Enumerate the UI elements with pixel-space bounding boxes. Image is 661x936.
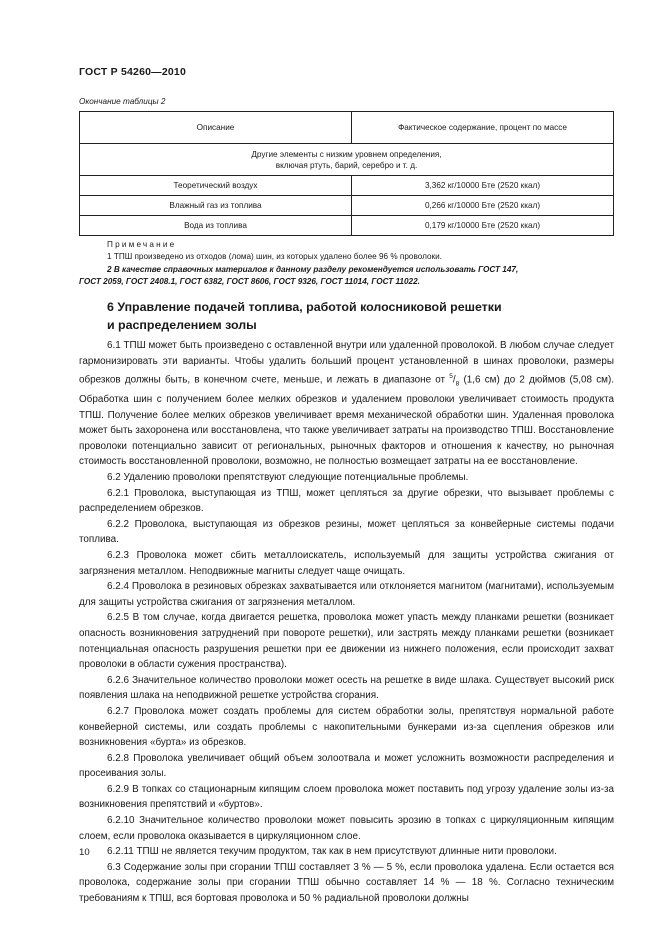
column-header-description: Описание bbox=[80, 112, 352, 144]
note-1: 1 ТПШ произведено из отходов (лома) шин, из которых удалено более 96 % проволоки. bbox=[107, 252, 442, 262]
paragraph-6-2-5: 6.2.5 В том случае, когда двигается решетка, проволока может упасть между планками решетки (возникает опасность возникновения затруднений при повороте решетки), или застрять между планками решетки (возникает потенциальная опасность разрушения решетки при ее движении из нижнего положения, если происходит захват проволоки в области сужения пространства). bbox=[79, 612, 614, 671]
note-2-line-1: 2 В качестве справочных материалов к данному разделу рекомендуется использовать ГОСТ 147, bbox=[107, 264, 519, 274]
row-value: 0,179 кг/10000 Бте (2520 ккал) bbox=[352, 216, 614, 236]
paragraph-6-3: 6.3 Содержание золы при сгорании ТПШ составляет 3 % — 5 %, если проволока удалена. Если остается вся проволока, содержание золы при сгорании ТПШ обычно составляет 14 % — 18 %. Согласно техническим требованиям к ТПШ, вся бортовая проволока и 50 % радиальной проволоки должны bbox=[79, 861, 614, 905]
standard-number: ГОСТ Р 54260—2010 bbox=[79, 66, 187, 78]
fraction-denominator: 8 bbox=[455, 380, 460, 388]
fraction-numerator: 5 bbox=[449, 373, 453, 381]
paragraph-6-2: 6.2 Удалению проволоки препятствуют следующие потенциальные проблемы. bbox=[107, 472, 469, 484]
table-caption: Окончание таблицы 2 bbox=[79, 97, 166, 106]
paragraph-6-2-7: 6.2.7 Проволока может создать проблемы для систем обработки золы, препятствуя нормальной работе конвейерной системы, или создать проблемы с накопительными бункерами из-за сцепления обрезков или возникновения «бурта» из обрезков. bbox=[79, 705, 614, 749]
row-value: 3,362 кг/10000 Бте (2520 ккал) bbox=[352, 176, 614, 196]
section-heading-line-1: 6 Управление подачей топлива, работой колосниковой решетки bbox=[107, 300, 502, 314]
paragraph-6-2-9: 6.2.9 В топках со стационарным кипящим слоем проволока может поставить под угрозу удаление золы из-за возникновения препятствий и «буртов». bbox=[79, 783, 614, 811]
paragraph-6-2-1: 6.2.1 Проволока, выступающая из ТПШ, может цепляться за другие обрезки, что вызывает проблемы с распределением обрезков. bbox=[79, 487, 614, 515]
body-text bbox=[79, 338, 614, 907]
paragraph-6-2-10: 6.2.10 Значительное количество проволоки может повысить эрозию в топках с циркуляционным кипящим слоем, если проволока оказывается в циркуляционном слое. bbox=[79, 815, 614, 842]
section-heading bbox=[107, 298, 607, 334]
span-cell bbox=[80, 144, 614, 176]
row-value: 0,266 кг/10000 Бте (2520 ккал) bbox=[352, 196, 614, 216]
data-table bbox=[79, 111, 614, 236]
table-row bbox=[80, 196, 614, 216]
span-line: включая ртуть, барий, серебро и т. д. bbox=[275, 160, 418, 170]
table-header-row bbox=[80, 112, 614, 144]
table-notes bbox=[79, 239, 619, 289]
paragraph-6-2-2: 6.2.2 Проволока, выступающая из обрезков резины, может цепляться за конвейерные системы подачи топлива. bbox=[79, 518, 614, 546]
paragraph-6-2-8: 6.2.8 Проволока увеличивает общий объем золоотвала и может усложнить возможности распределения и просеивания золы. bbox=[79, 752, 614, 780]
column-header-content: Фактическое содержание, процент по массе bbox=[352, 112, 614, 144]
span-line: Другие элементы с низким уровнем определения, bbox=[251, 149, 442, 159]
table-row bbox=[80, 176, 614, 196]
paragraph-6-2-11: 6.2.11 ТПШ не является текучим продуктом, так как в нем присутствуют длинные нити проволоки. bbox=[107, 846, 557, 858]
section-heading-line-2: и распределением золы bbox=[107, 318, 257, 332]
paragraph-6-2-6: 6.2.6 Значительное количество проволоки может осесть на решетке в виде шлака. Существует высокий риск появления шлака на неподвижной решетке устройства сгорания. bbox=[79, 674, 614, 702]
table-row bbox=[80, 216, 614, 236]
note-title: Примечание bbox=[107, 240, 177, 249]
row-name: Вода из топлива bbox=[80, 216, 352, 236]
table-span-row bbox=[80, 144, 614, 176]
paragraph-6-1-part-a: 6.1 ТПШ может быть произведено с оставленной внутри или удаленной проволокой. В любом случае следует гармонизировать эти варианты. Чтобы удалить больший процент установленной в шинах проволоки, размеры обрезков должны быть, в конечном счете, меньше, и лежать в диапазоне от bbox=[79, 340, 614, 386]
page-number: 10 bbox=[79, 847, 90, 858]
paragraph-6-1-part-b: (1,6 см) до 2 дюймов (5,08 см). Обработка шин с получением более мелких обрезков и удалением проволоки увеличивает стоимость продукта ТПШ. Получение более мелких обрезков увеличивает время механической обработки шин. Удаленная проволока может быть захоронена или восстановлена, что также увеличивает затраты на производство ТПШ. Восстановление проволоки потенциально зависит от региональных, рыночных факторов и отношения к качеству, но рыночная стоимость восстановленной проволоки, возможно, не полностью возмещает затраты на ее восстановление. bbox=[79, 374, 615, 468]
row-name: Влажный газ из топлива bbox=[80, 196, 352, 216]
paragraph-6-2-4: 6.2.4 Проволока в резиновых обрезках захватывается или отклоняется магнитом (магнитами), используемым для защиты устройства сжигания от загрязнения металлом. bbox=[79, 581, 614, 608]
note-2-line-2: ГОСТ 2059, ГОСТ 2408.1, ГОСТ 6382, ГОСТ 8606, ГОСТ 9326, ГОСТ 11014, ГОСТ 11022. bbox=[79, 277, 420, 287]
row-name: Теоретический воздух bbox=[80, 176, 352, 196]
paragraph-6-2-3: 6.2.3 Проволока может сбить металлоискатель, используемый для защиты устройства сжигания от загрязнения металлом. Неподвижные магниты следует чаще очищать. bbox=[79, 549, 614, 577]
paragraph-6-1: 6.1 ТПШ может быть произведено с оставленной внутри или удаленной проволокой. В любом случае следует гармонизировать эти варианты. Чтобы удалить больший процент установленной в шинах проволоки, размеры обрезков должны быть, в конечном счете, меньше, и лежать в диапазоне от $^5/_8$ (1,6 см) до 2 дюймов (5,08 см). Обработка шин с получением более мелких обрезков и удалением проволоки увеличивает стоимость продукта ТПШ. Получение более мелких обрезков увеличивает время механической обработки шин. Удаленная проволока может быть захоронена или восстановлена, что также увеличивает затраты на производство ТПШ. Восстановление проволоки потенциально зависит от региональных, рыночных факторов и отношения к качеству, но рыночная стоимость восстановленной проволоки, возможно, не полностью возмещает затраты на ее восстановление. bbox=[79, 340, 615, 468]
